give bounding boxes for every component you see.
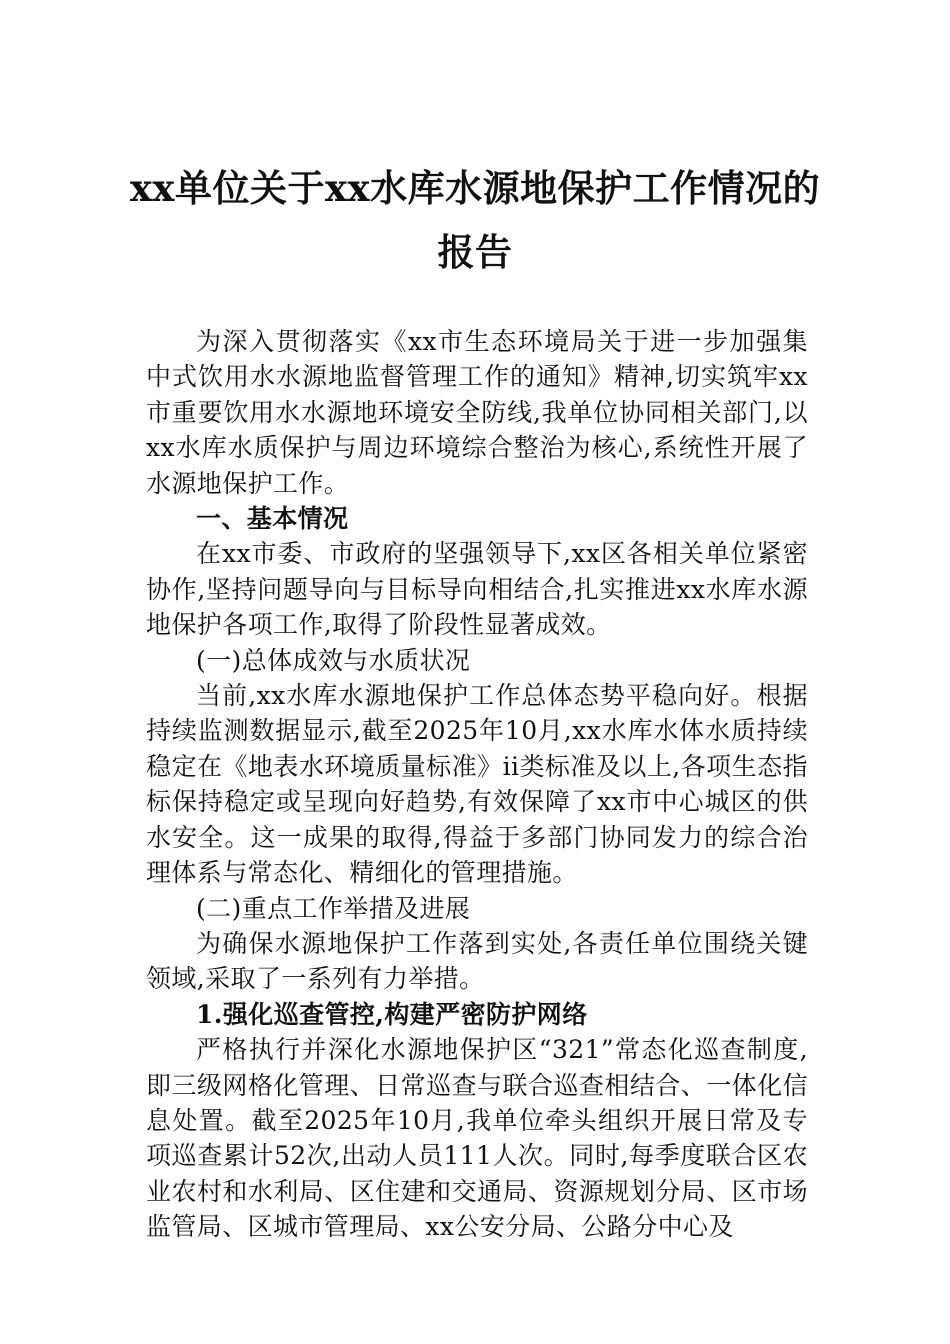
document-title-line-2: 报告 — [437, 230, 513, 274]
document-title-line-1: xx单位关于xx水库水源地保护工作情况的 — [129, 166, 821, 210]
intro-paragraph: 为深入贯彻落实《xx市生态环境局关于进一步加强集中式饮用水水源地监督管理工作的通知》精神,切实筑牢xx市重要饮用水水源地环境安全防线,我单位协同相关部门,以xx水库水质保护与周边环境综合整治为核心,系统性开展了水源地保护工作。 — [146, 327, 808, 498]
item-heading-patrol-control: 1.强化巡查管控,构建严密防护网络 — [196, 999, 588, 1029]
subsection-heading-overall-results: (一)总体成效与水质状况 — [196, 645, 471, 675]
document-body — [146, 324, 808, 1245]
patrol-control-paragraph: 严格执行并深化水源地保护区“321”常态化巡查制度,即三级网格化管理、日常巡查与联合巡查相结合、一体化信息处置。截至2025年10月,我单位牵头组织开展日常及专项巡查累计52次,出动人员111人次。同时,每季度联合区农业农村和水利局、区住建和交通局、资源规划分局、区市场监管局、区城市管理局、xx公安分局、公路分中心及 — [146, 1035, 808, 1242]
basic-situation-paragraph: 在xx市委、市政府的坚强领导下,xx区各相关单位紧密协作,坚持问题导向与目标导向相结合,扎实推进xx水库水源地保护各项工作,取得了阶段性显著成效。 — [146, 539, 808, 640]
key-measures-paragraph: 为确保水源地保护工作落到实处,各责任单位围绕关键领域,采取了一系列有力举措。 — [146, 928, 808, 994]
overall-results-paragraph: 当前,xx水库水源地保护工作总体态势平稳向好。根据持续监测数据显示,截至2025年10月,xx水库水体水质持续稳定在《地表水环境质量标准》ii类标准及以上,各项生态指标保持稳定或呈现向好趋势,有效保障了xx市中心城区的供水安全。这一成果的取得,得益于多部门协同发力的综合治理体系与常态化、精细化的管理措施。 — [146, 681, 808, 888]
subsection-heading-key-measures: (二)重点工作举措及进展 — [196, 893, 471, 923]
section-heading-basic-situation: 一、基本情况 — [196, 504, 349, 534]
